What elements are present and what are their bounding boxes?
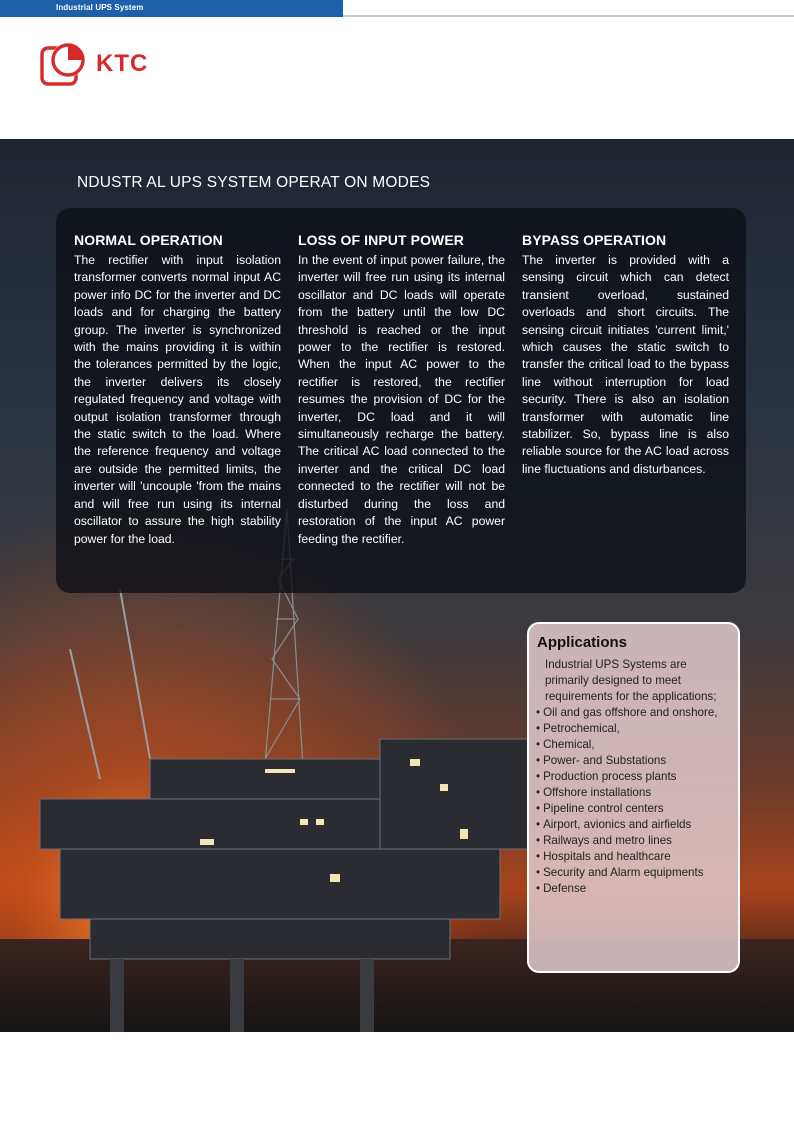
header-rule bbox=[343, 15, 794, 17]
column-body: In the event of input power failure, the inverter will free run using its internal oscillator and DC loads will operate from the battery until the low DC threshold is reached or the input power to the rectifier is restored. When the input AC power to the rectifier is restored, the rectifier resumes the provision of DC for the inverter, DC load and it will simultaneously recharge the battery. The critical AC load connected to the inverter and the critical DC load connected to the rectifier will not be disturbed during the loss and restoration of the input AC power feeding the rectifier. bbox=[298, 253, 505, 546]
list-item: • Defense bbox=[536, 882, 587, 895]
header-band bbox=[0, 0, 343, 17]
brand-name: KTC bbox=[96, 50, 149, 77]
column-heading: BYPASS OPERATION bbox=[522, 232, 667, 248]
list-item: • Offshore installations bbox=[536, 786, 652, 799]
normal-operation-column bbox=[74, 232, 281, 548]
ktc-logo-icon bbox=[40, 38, 92, 90]
list-item: • Oil and gas offshore and onshore, bbox=[536, 706, 718, 719]
column-heading: NORMAL OPERATION bbox=[74, 232, 223, 248]
list-item: • Power- and Substations bbox=[536, 754, 667, 767]
loss-of-input-power-column bbox=[298, 232, 505, 548]
column-heading: LOSS OF INPUT POWER bbox=[298, 232, 465, 248]
list-item: • Airport, avionics and airfields bbox=[536, 818, 692, 831]
column-body: The inverter is provided with a sensing circuit which can detect transient overload, sustained overloads and short circuits. The sensing circuit initiates 'current limit,' which causes the static switch to transfer the critical load to the bypass line without interruption for load security. There is also an isolation transformer with automatic line stabilizer. So, bypass line is also reliable source for the AC load across line fluctuations and disturbances. bbox=[522, 253, 729, 476]
operation-modes-panel bbox=[56, 208, 746, 593]
applications-title: Applications bbox=[537, 634, 628, 651]
bypass-operation-column bbox=[522, 232, 729, 478]
applications-intro: Industrial UPS Systems are primarily designed to meet requirements for the applications; bbox=[545, 658, 717, 703]
section-title: NDUSTR AL UPS SYSTEM OPERAT ON MODES bbox=[77, 174, 431, 191]
list-item: • Petrochemical, bbox=[536, 722, 620, 735]
list-item: • Production process plants bbox=[536, 770, 677, 783]
list-item: • Hospitals and healthcare bbox=[536, 850, 671, 863]
list-item: • Railways and metro lines bbox=[536, 834, 672, 847]
column-body: The rectifier with input isolation transformer converts normal input AC power info DC for the inverter and DC loads and for charging the battery group. The inverter is synchronized with the mains providing it is within the tolerances permitted by the logic, the inverter delivers its closely regulated frequency and voltage with output isolation transformer through the static switch to the load. Where the reference frequency and voltage are outside the permitted limits, the inverter will 'uncouple 'from the mains and will free run using its internal oscillator to assure the high stability power for the load. bbox=[74, 253, 281, 546]
list-item: • Security and Alarm equipments bbox=[536, 866, 704, 879]
ktc-logo bbox=[40, 38, 148, 90]
header-band-label: Industrial UPS System bbox=[56, 3, 144, 12]
applications-list bbox=[536, 705, 730, 897]
applications-box bbox=[527, 622, 740, 973]
list-item: • Chemical, bbox=[536, 738, 595, 751]
list-item: • Pipeline control centers bbox=[536, 802, 664, 815]
